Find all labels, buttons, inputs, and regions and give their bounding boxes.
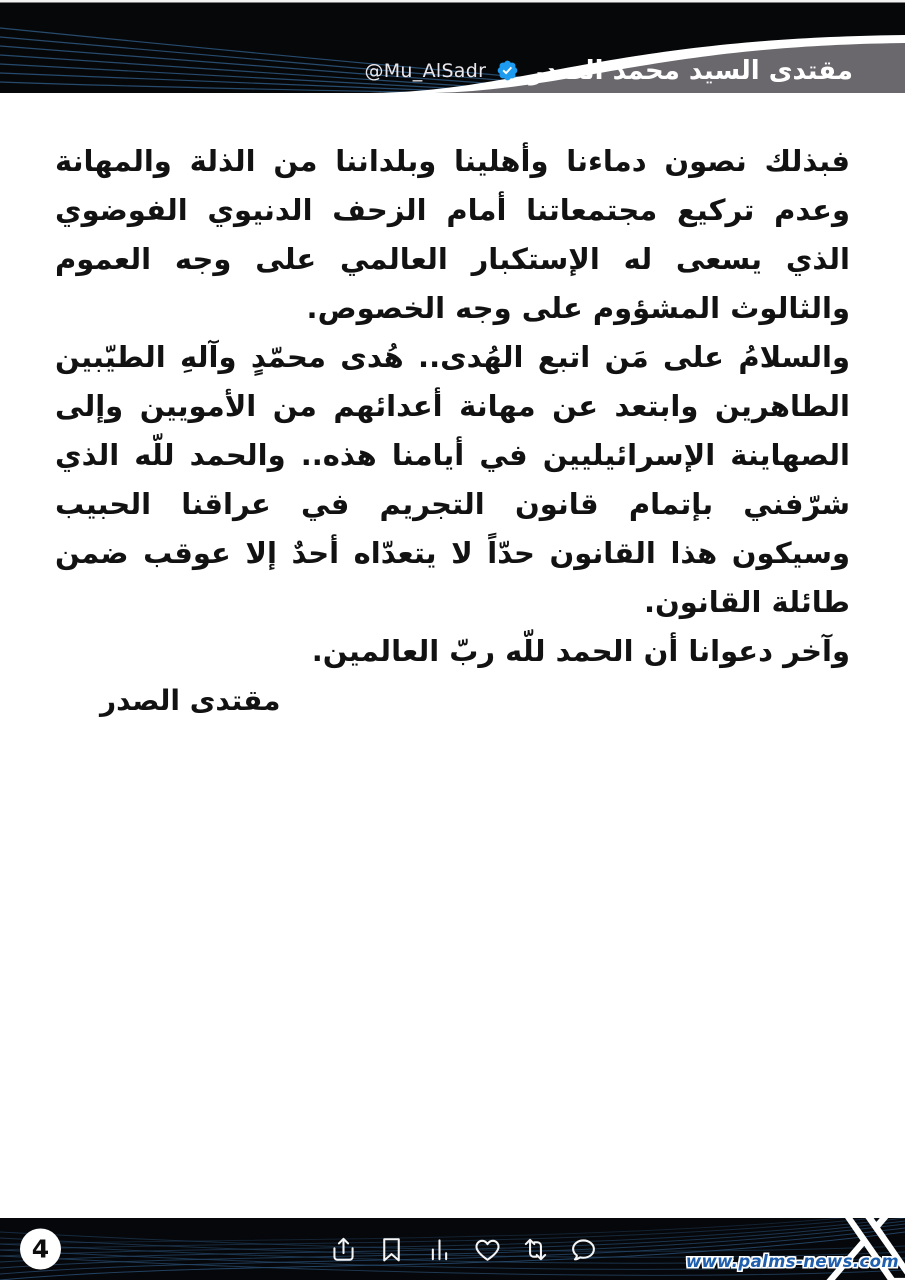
signature: مقتدى الصدر (100, 684, 281, 717)
repost-icon (521, 1235, 550, 1264)
user-display-name[interactable]: مقتدى السيد محمد الصدر (529, 55, 853, 86)
heart-icon (473, 1235, 502, 1264)
repost-button[interactable] (520, 1234, 551, 1265)
page-number: 4 (31, 1234, 50, 1264)
share-icon (329, 1235, 358, 1264)
statement-paragraph-3: وآخر دعوانا أن الحمد للّه ربّ العالمين. (311, 634, 850, 668)
statement-paragraph-2: والسلامُ على مَن اتبع الهُدى.. هُدى محمّدٍ وآلهِ الطيّبين الطاهرين وابتعد عن مهانة أعدائهم من الأمويين وإلى الصهاينة الإسرائيليين في أيامنا هذه.. والحمد للّه الذي شرّفني بإتمام قانون التجريم في عراقنا الحبيب وسيكون هذا القانون حدّاً لا يتعدّاه أحدٌ إلا عوقب ضمن طائلة القانون. (55, 340, 850, 619)
reply-button[interactable] (568, 1234, 599, 1265)
user-handle[interactable]: @Mu_AlSadr (364, 59, 487, 82)
verified-badge-icon (496, 59, 519, 82)
like-button[interactable] (472, 1234, 503, 1265)
page-number-badge (20, 1229, 61, 1270)
bookmark-icon (377, 1235, 406, 1264)
statement-body (0, 93, 905, 725)
user-identity (364, 48, 853, 93)
statement-paragraph-1: فبذلك نصون دماءنا وأهلينا وبلداننا من الذلة والمهانة وعدم تركيع مجتمعاتنا أمام الزحف الدنيوي الفوضوي الذي يسعى له الإستكبار العالمي على وجه العموم والثالوث المشؤوم على وجه الخصوص. (55, 144, 850, 325)
reply-icon (569, 1235, 598, 1264)
watermark: www.palms-news.com (685, 1252, 899, 1271)
action-bar (328, 1218, 599, 1280)
bookmark-button[interactable] (376, 1234, 407, 1265)
header-banner (0, 0, 905, 93)
share-button[interactable] (328, 1234, 359, 1265)
footer-bar (0, 1218, 905, 1280)
analytics-button[interactable] (424, 1234, 455, 1265)
analytics-icon (425, 1235, 454, 1264)
